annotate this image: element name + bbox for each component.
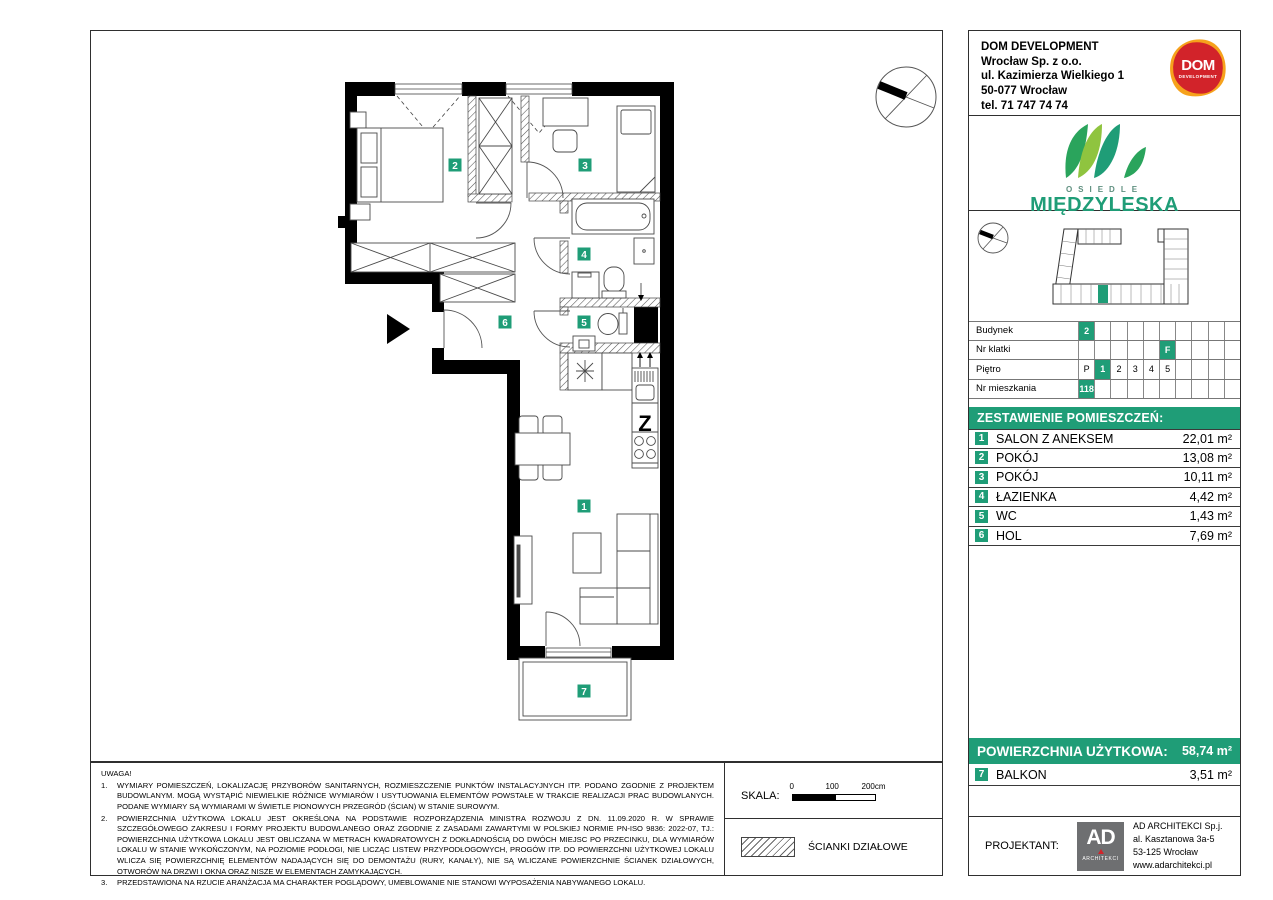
note-item [101,878,714,889]
room-name: WC [996,509,1017,524]
wc-sink [573,336,595,351]
site-plan [969,211,1240,321]
shaft [634,303,658,349]
notes-title: UWAGA! [101,769,132,778]
room-name: POKÓJ [996,450,1039,465]
svg-text:4: 4 [581,249,587,261]
building-table-label: Piętro [976,363,1001,375]
scale-bar [789,781,886,806]
building-table-cell [1143,322,1159,340]
room-number-badge: 4 [975,490,988,503]
building-table-cell [1159,322,1175,340]
building-table-cell [1208,341,1224,360]
building-table-cell [1191,360,1207,379]
room-area: 4,42 m² [1189,489,1232,504]
building-table-cell [1094,380,1110,399]
site-plan-section [969,211,1240,321]
building-table-row [969,321,1240,341]
scale-box [724,762,943,819]
room-name: POKÓJ [996,470,1039,485]
note-number: 1. [101,780,108,790]
balcony-badge: 7 [975,768,988,781]
room-number-badge: 6 [975,529,988,542]
room-list-row [969,488,1240,508]
site-buildings [1053,229,1188,304]
badge-room-5 [578,316,591,329]
balcony-area: 3,51 m² [1189,767,1232,782]
bed-double [350,112,443,220]
balcony-name: BALKON [996,767,1047,782]
legend-label: ŚCIANKI DZIAŁOWE [808,841,908,853]
entrance-arrow-icon [387,314,410,344]
room-list-row [969,468,1240,488]
rooms-header: ZESTAWIENIE POMIESZCZEŃ: [969,407,1240,429]
estate-name-top: OSIEDLE [1065,185,1144,194]
building-table-cell: 2 [1110,360,1126,379]
total-area-label: POWIERZCHNIA UŻYTKOWA: [977,743,1168,759]
building-table-cell [1191,322,1207,340]
projektant-line: 53-125 Wrocław [1133,847,1198,857]
building-table-cell [1094,322,1110,340]
dining-table [515,416,570,480]
projektant-website: www.adarchitekci.pl [1133,860,1213,871]
building-table-cell [1224,360,1240,379]
building-table-cell: 5 [1159,360,1175,379]
building-table-cell [1143,380,1159,399]
building-table-row [969,341,1240,361]
building-table-cell [1224,380,1240,399]
building-table-cell [1094,341,1110,360]
scale-tick-0: 0 [789,781,794,791]
company-line: Wrocław Sp. z o.o. [981,55,1082,68]
building-table-cell: P [1078,360,1094,379]
company-section [969,31,1240,116]
company-phone: tel. 71 747 74 74 [981,99,1068,112]
room-area: 1,43 m² [1189,509,1232,524]
room-list-row [969,429,1240,449]
building-table-cell [1175,322,1191,340]
note-text: PRZEDSTAWIONA NA RZUCIE ARANŻACJA MA CHARAKTER POGLĄDOWY, UMEBLOWANIE NIE STANOWI WYPOSAŻENIA NABYWANEGO LOKALU. [117,878,646,888]
building-table-cell [1127,380,1143,399]
ad-architekci-logo: AD ARCHITEKCI [1077,822,1124,871]
total-area-bar [969,738,1240,764]
building-table-cell [1110,341,1126,360]
note-item [101,781,714,813]
building-table-cell [1127,322,1143,340]
note-number: 2. [101,813,108,823]
note-item [101,814,714,878]
building-table-cell: 4 [1143,360,1159,379]
estate-name: MIĘDZYLESKA [1030,194,1179,216]
notes-box [90,762,725,888]
room-number-badge: 1 [975,432,988,445]
building-table-cell [1191,341,1207,360]
desk-and-bed [543,98,655,192]
washing-machine [572,272,599,298]
badge-room-2 [449,159,462,172]
room-number-badge: 5 [975,510,988,523]
building-table-cell [1110,380,1126,399]
svg-text:7: 7 [581,686,587,698]
toilet-bathroom [602,267,626,298]
svg-text:5: 5 [581,317,587,329]
toilet-wc [598,308,627,335]
building-table-cell [1143,341,1159,360]
building-table-cell: 2 [1078,322,1094,340]
furniture [350,98,658,720]
building-table-cell [1224,341,1240,360]
tv-cabinet [514,536,532,604]
room-area: 13,08 m² [1182,450,1232,465]
scale-label: SKALA: [741,789,780,802]
room-number-badge: 3 [975,471,988,484]
site-unit-highlight [1098,285,1108,303]
building-table [969,321,1240,400]
partition-hatch-icon [741,837,795,857]
room-list-row [969,527,1240,547]
ad-logo-triangle-icon [1098,849,1104,854]
balcony-row [969,764,1240,786]
building-table-row [969,360,1240,380]
room-name: SALON Z ANEKSEM [996,431,1114,446]
building-table-cell: F [1159,341,1175,360]
coffee-table [573,533,601,573]
building-table-cell [1110,322,1126,340]
total-area-value: 58,74 m² [1181,744,1232,758]
bathroom-sink [634,238,654,264]
room-area: 10,11 m² [1183,470,1232,485]
estate-leaves-icon [1052,120,1157,180]
scale-tick-100: 100 [825,781,839,791]
room-list [969,429,1240,546]
notes-list [101,781,714,889]
building-table-cell [1208,322,1224,340]
room-area: 22,01 m² [1182,431,1232,446]
building-table-label: Nr mieszkania [976,383,1037,395]
room-list-row [969,449,1240,469]
vent-arrows-up [637,352,653,367]
scale-tick-200: 200cm [861,781,886,791]
estate-logo-section [969,116,1240,216]
building-table-cell [1208,360,1224,379]
building-table-cell [1224,322,1240,340]
building-table-cell [1159,380,1175,399]
projektant-line: al. Kasztanowa 3a-5 [1133,833,1215,844]
room-list-row [969,507,1240,527]
building-table-cell [1078,341,1094,360]
dom-development-logo: DOM DEVELOPMENT [1170,39,1226,97]
site-compass-icon [978,223,1008,253]
building-table-cell: 118 [1078,380,1094,399]
compass-icon [876,67,936,127]
projektant-line: AD ARCHITEKCI Sp.j. [1133,820,1223,831]
building-table-cell [1175,341,1191,360]
kitchen-z-symbol: Z [638,411,652,436]
room-name: ŁAZIENKA [996,489,1057,504]
building-table-cell [1208,380,1224,399]
building-table-cell [1127,341,1143,360]
company-name: DOM DEVELOPMENT [981,41,1099,53]
legend-box [724,818,943,876]
building-table-cell [1191,380,1207,399]
room-number-badge: 2 [975,451,988,464]
badge-room-7 [578,685,591,698]
badge-room-6 [499,316,512,329]
badge-room-3 [579,159,592,172]
building-table-cell [1175,360,1191,379]
company-line: 50-077 Wrocław [981,85,1068,98]
room-name: HOL [996,528,1022,543]
company-line: ul. Kazimierza Wielkiego 1 [981,70,1125,83]
bathtub [572,199,654,234]
badge-room-1 [578,500,591,513]
svg-text:2: 2 [452,160,458,172]
svg-text:1: 1 [581,501,587,513]
note-number: 3. [101,878,108,888]
note-text: POWIERZCHNIA UŻYTKOWA LOKALU JEST OKREŚLONA NA PODSTAWIE ROZPORZĄDZENIA MINISTRA ROZWOJU Z DN. 11.09.2020 R. W SPRAWIE SZCZEGÓŁOWEGO ZAKRESU I FORMY PROJEKTU BUDOWLANEGO ORAZ ZGODNIE Z ZASADAMI ZAWARTYMI W POLSKIEJ NORMIE PN-ISO 9836: 2022-07, TJ.: POWIERZCHNIA UŻYTKOWA LOKALU JEST OBLICZANA W METRACH KWADRATOWYCH Z DOKŁADNOŚCIĄ DO DWÓCH MIEJSC PO PRZECINKU, DLA WYMIARÓW LOKALU W STANIE WYKOŃCZONYM, NA POZIOMIE PODŁOGI, NIE LICZĄC LISTEW PRZYPODŁOGOWYCH, PROGÓW ITP. DO POWIERZCHNI UŻYTKOWEJ LOKALU WLICZA SIĘ POWIERZCHNIĘ ELEMENTÓW NADAJĄCYCH SIĘ DO DEMONTAŻU (RURY, KANAŁY), NIE SĄ WLICZANE POWIERZCHNIE ŚCIANEK DZIAŁOWYCH, OTWORÓW NA DRZWI I OKNA ORAZ NISZE W ELEMENTACH ZAMYKAJĄCYCH. [117,813,714,876]
badge-room-4 [578,248,591,261]
building-table-row [969,380,1240,400]
projektant-section [969,816,1240,875]
building-table-label: Budynek [976,325,1013,337]
building-table-cell [1175,380,1191,399]
balcony [519,658,631,720]
svg-text:3: 3 [582,160,588,172]
note-text: WYMIARY POMIESZCZEŃ, LOKALIZACJĘ PRZYBORÓW SANITARNYCH, ROZMIESZCZENIE PUNKTÓW INSTALACYJNYCH ITP. PODANO ZGODNIE Z PROJEKTEM BUDOWLANYM. MOGĄ WYSTĄPIĆ NIEWIELKIE RÓŻNICE WYMIARÓW I USYTUOWANIA ELEMENTÓW POWSTAŁE W TRAKCIE REALIZACJI PRAC BUDOWLANYCH. PODANE WYMIARY SĄ WYMIARAMI W ŚWIETLE PIONOWYCH PRZEGRÓD (ŚCIAN) W STANIE SUROWYM. [117,780,714,811]
room-area: 7,69 m² [1189,528,1232,543]
building-table-label: Nr klatki [976,344,1011,356]
building-table-cell: 1 [1094,360,1110,379]
projektant-label: PROJEKTANT: [985,840,1059,852]
info-panel [968,30,1241,876]
svg-text:6: 6 [502,317,508,329]
building-table-cell: 3 [1127,360,1143,379]
